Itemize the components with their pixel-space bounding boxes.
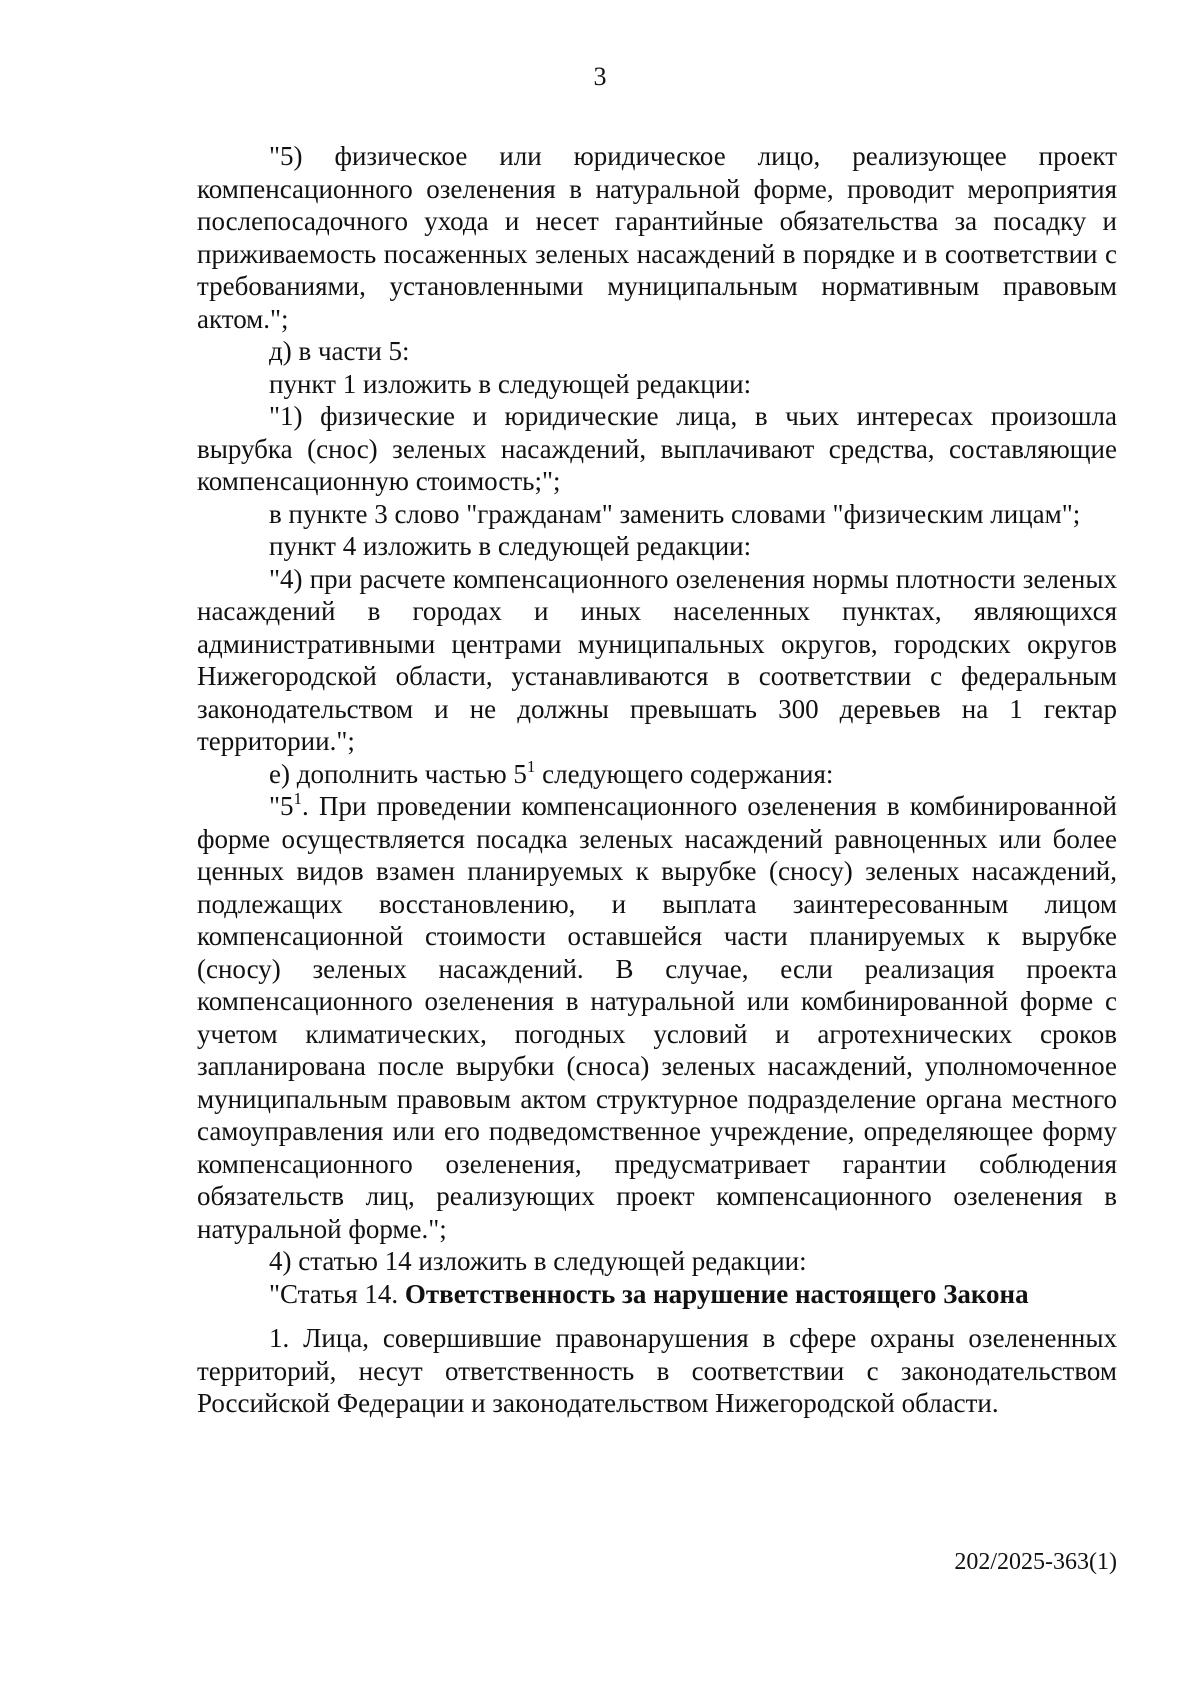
page-number: 3 (593, 62, 607, 91)
paragraph-part-5-1-text-after: . При проведении компенсационного озеленения в комбинированной форме осуществляется посадка зеленых насаждений равноценных или более ценных видов взамен планируемых к вырубке (сносу) зеленых насаждений, подлежащих восстановлению, и выплата заинтересованным лицом компенсационной стоимости оставшейся части планируемых к вырубке (сносу) зеленых насаждений. В случае, если реализация проекта компенсационного озеленения в натуральной или комбинированной форме с учетом климатических, погодных условий и агротехнических сроков запланирована после вырубки (сноса) зеленых насаждений, уполномоченное муниципальным правовым актом структурное подразделение органа местного самоуправления или его подведомственное учреждение, определяющее форму компенсационного озеленения, предусматривает гарантии соблюдения обязательств лиц, реализующих проект компенсационного озеленения в натуральной форме."; (197, 791, 1117, 1244)
paragraph-item-3-change: в пункте 3 слово "гражданам" заменить словами "физическим лицам"; (269, 498, 1081, 529)
superscript-marker: 1 (293, 789, 303, 808)
paragraph-item-1-text: "1) физические и юридические лица, в чьих интересах произошла вырубка (снос) зеленых насаждений, выплачивают средства, составляющие компенсационную стоимость;"; (197, 401, 1117, 496)
paragraph-part-5: д) в части 5: (269, 336, 410, 366)
paragraph-item-4-intro: пункт 4 изложить в следующей редакции: (269, 531, 752, 561)
paragraph-part-5-1-text (197, 790, 1117, 1245)
document-code: 202/2025-363(1) (954, 1549, 1117, 1575)
paragraph-part-5-1-intro-after: следующего содержания: (535, 758, 834, 789)
paragraph-item-4-text: "4) при расчете компенсационного озеленения нормы плотности зеленых насаждений в городах и иных населенных пунктах, являющихся административными центрами муниципальных округов, городских округов Нижегородской области, устанавливаются в соответствии с федеральным законодательством и не должны превышать 300 деревьев на 1 гектар территории."; (197, 563, 1117, 756)
article-14-heading (197, 1278, 1117, 1311)
paragraph-item-5: "5) физическое или юридическое лицо, реализующее проект компенсационного озеленения в натуральной форме, проводит мероприятия послепосадочного ухода и несет гарантийные обязательства за посадку и приживаемость посаженных зеленых насаждений в порядке и в соответствии с требованиями, установленными муниципальным нормативным правовым актом."; (197, 141, 1117, 334)
paragraph-part-5-1-intro (197, 758, 1117, 791)
article-14-title: Ответственность за нарушение настоящего Закона (404, 1278, 1029, 1309)
paragraph-article-14-part-1: 1. Лица, совершившие правонарушения в сфере охраны озелененных территорий, несут ответственность в соответствии с законодательством Российской Федерации и законодательством Нижегородской области. (197, 1323, 1117, 1418)
paragraph-item-1-intro: пункт 1 изложить в следующей редакции: (269, 368, 752, 399)
paragraph-part-5-1-intro-before: е) дополнить частью 5 (269, 758, 527, 789)
document-body (197, 140, 1117, 1420)
article-14-prefix: "Статья 14. (269, 1278, 405, 1309)
superscript-marker: 1 (526, 756, 536, 776)
paragraph-part-5-1-text-before: "5 (269, 791, 294, 821)
paragraph-article-14-intro: 4) статью 14 изложить в следующей редакции: (269, 1246, 807, 1276)
